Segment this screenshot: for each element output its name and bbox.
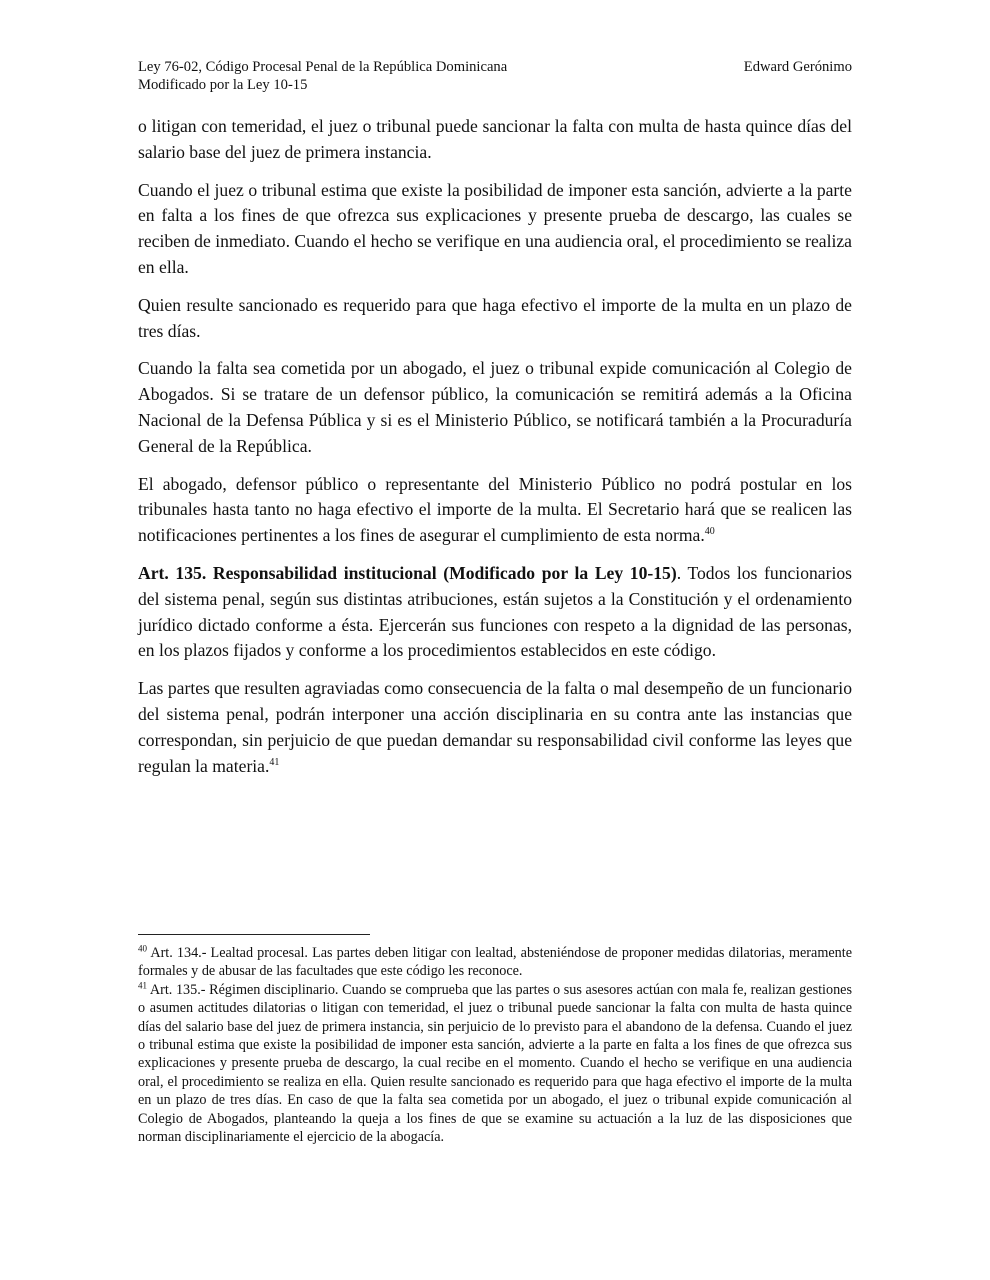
footnote bbox=[138, 944, 852, 981]
article-paragraph bbox=[138, 561, 852, 664]
footnote-number: 40 bbox=[138, 943, 147, 954]
header-subtitle: Modificado por la Ley 10-15 bbox=[138, 77, 308, 93]
article-text: . Todos los funcionarios del sistema penal, según sus distintas atribuciones, están sujetos a la Constitución y el ordenamiento jurídico dictado conforme a ésta. Ejercerán sus funciones con respeto a la dignidad de las personas, en los plazos fijados y conforme a los procedimientos establecidos en este código. bbox=[138, 562, 852, 661]
footnote-reference[interactable]: 41 bbox=[269, 756, 280, 768]
footnote-reference[interactable]: 40 bbox=[704, 526, 715, 538]
footnote bbox=[138, 981, 852, 1147]
paragraph-text: El abogado, defensor público o representante del Ministerio Público no podrá postular en los tribunales hasta tanto no haga efectivo el importe de la multa. El Secretario hará que se realicen las notificaciones pertinentes a los fines de asegurar el cumplimiento de esta norma. bbox=[138, 473, 852, 546]
header-author: Edward Gerónimo bbox=[743, 59, 852, 75]
paragraph: o litigan con temeridad, el juez o tribunal puede sancionar la falta con multa de hasta quince días del salario base del juez de primera instancia. bbox=[138, 116, 852, 162]
paragraph bbox=[138, 472, 852, 549]
footnote-text: Art. 135.- Régimen disciplinario. Cuando se comprueba que las partes o sus asesores actúan con mala fe, realizan gestiones o asumen actitudes dilatorias o litigan con temeridad, el juez o tribunal puede sancionar la falta con multa de hasta quince días del salario base del juez de primera instancia, sin perjuicio de lo previsto para el abandono de la defensa. Cuando el juez o tribunal estima que existe la posibilidad de imponer esta sanción, advierte a la parte en falta a los fines de que ofrezca sus explicaciones y presente prueba de descargo, la cual recibe en el momento. Cuando el hecho se verifique en una audiencia oral, el procedimiento se realiza en ella. Quien resulte sancionado es requerido para que haga efectivo el importe de la multa en un plazo de tres días. En caso de que la falta sea cometida por un abogado, el juez o tribunal expide comunicación al Colegio de Abogados, planteando la queja a los fines de que se examine su actuación a la luz de las disposiciones que norman disciplinariamente el ejercicio de la abogacía. bbox=[138, 981, 852, 1146]
paragraph bbox=[138, 676, 852, 779]
footnotes bbox=[138, 944, 852, 1146]
footnote-text: Art. 134.- Lealtad procesal. Las partes deben litigar con lealtad, absteniéndose de proponer medidas dilatorias, meramente formales y de abusar de las facultades que este código les reconoce. bbox=[138, 945, 852, 980]
header-title: Ley 76-02, Código Procesal Penal de la República Dominicana bbox=[138, 59, 508, 75]
paragraph: Cuando la falta sea cometida por un abogado, el juez o tribunal expide comunicación al Colegio de Abogados. Si se tratare de un defensor público, la comunicación se remitirá además a la Oficina Nacional de la Defensa Pública y si es el Ministerio Público, se notificará también a la Procuraduría General de la República. bbox=[138, 358, 852, 456]
page-header bbox=[138, 58, 852, 94]
footnote-number: 41 bbox=[138, 980, 147, 991]
paragraph-text: Las partes que resulten agraviadas como consecuencia de la falta o mal desempeño de un funcionario del sistema penal, podrán interponer una acción disciplinaria en su contra ante las instancias que correspondan, sin perjuicio de que puedan demandar su responsabilidad civil conforme las leyes que regulan la materia. bbox=[138, 678, 852, 776]
document-body bbox=[138, 114, 852, 779]
article-heading: Art. 135. Responsabilidad institucional (Modificado por la Ley 10-15) bbox=[138, 562, 677, 583]
paragraph: Cuando el juez o tribunal estima que existe la posibilidad de imponer esta sanción, advierte a la parte en falta a los fines de que ofrezca sus explicaciones y presente prueba de descargo, las cuales se reciben de inmediato. Cuando el hecho se verifique en una audiencia oral, el procedimiento se realiza en ella. bbox=[138, 179, 852, 277]
paragraph: Quien resulte sancionado es requerido para que haga efectivo el importe de la multa en un plazo de tres días. bbox=[138, 294, 852, 341]
footnote-separator bbox=[138, 934, 370, 935]
